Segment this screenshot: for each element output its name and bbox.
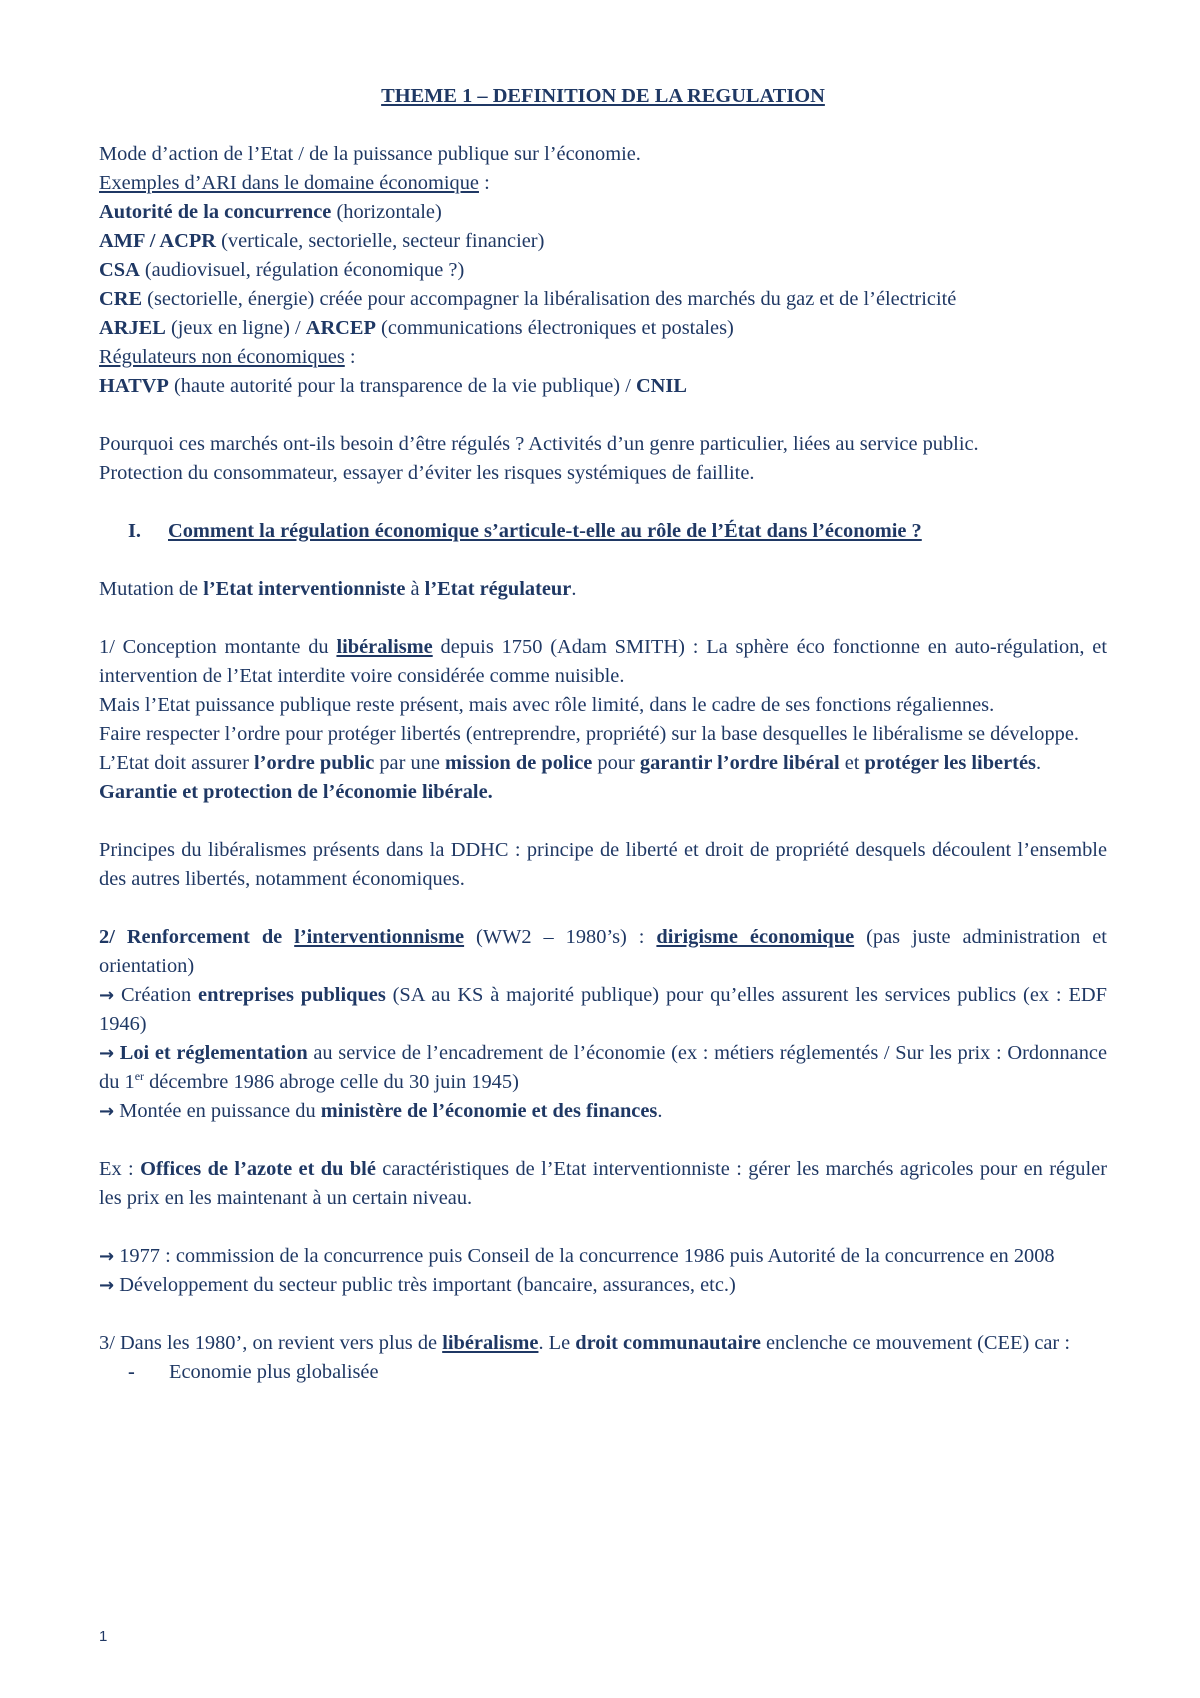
example-cre: CRE (sectorielle, énergie) créée pour accompagner la libéralisation des marchés du gaz et de l’électricité xyxy=(99,288,957,310)
document-title: THEME 1 – DEFINITION DE LA REGULATION xyxy=(381,85,825,107)
part2-public-companies: → Création entreprises publiques (SA au KS à majorité publique) pour qu’elles assurent les services publics (ex : EDF 1946) xyxy=(99,984,1107,1035)
non-economic-label-line: Régulateurs non économiques : xyxy=(99,346,356,368)
example-csa: CSA (audiovisuel, régulation économique ?) xyxy=(99,259,465,281)
arrow-right-icon: → xyxy=(99,1275,115,1296)
public-sector-line: → Développement du secteur public très important (bancaire, assurances, etc.) xyxy=(99,1274,736,1296)
why-paragraph: Pourquoi ces marchés ont-ils besoin d’être régulés ? Activités d’un genre particulier, liées au service public. xyxy=(99,433,979,455)
section-1-heading xyxy=(99,517,1107,546)
page-number: 1 xyxy=(99,1628,108,1645)
example-amf-acpr: AMF / ACPR (verticale, sectorielle, secteur financier) xyxy=(99,230,545,252)
mutation-line: Mutation de l’Etat interventionniste à l’Etat régulateur. xyxy=(99,578,577,600)
part1-order: Faire respecter l’ordre pour protéger libertés (entreprendre, propriété) sur la base desquelles le libéralisme se développe. xyxy=(99,723,1080,745)
part1-conclusion: Garantie et protection de l’économie libérale. xyxy=(99,781,493,803)
examples-label: Exemples d’ARI dans le domaine économique xyxy=(99,172,479,194)
example-autorite: Autorité de la concurrence (horizontale) xyxy=(99,201,442,223)
arrow-right-icon: → xyxy=(99,1246,115,1267)
part1-police: L’Etat doit assurer l’ordre public par une mission de police pour garantir l’ordre libéral et protéger les libertés. xyxy=(99,752,1042,774)
example-hatvp-cnil: HATVP (haute autorité pour la transparence de la vie publique) / CNIL xyxy=(99,375,687,397)
list-item xyxy=(99,1358,1107,1387)
part3-heading: 3/ Dans les 1980’, on revient vers plus de libéralisme. Le droit communautaire enclenche ce mouvement (CEE) car : xyxy=(99,1332,1070,1354)
part2-law: → Loi et réglementation au service de l’encadrement de l’économie (ex : métiers réglementés / Sur les prix : Ordonnance du 1er décembre 1986 abroge celle du 30 juin 1945) xyxy=(99,1042,1107,1093)
commission-line: → 1977 : commission de la concurrence puis Conseil de la concurrence 1986 puis Autorité de la concurrence en 2008 xyxy=(99,1245,1055,1267)
part2-heading: 2/ Renforcement de l’interventionnisme (WW2 – 1980’s) : dirigisme économique (pas juste administration et orientation) xyxy=(99,926,1107,977)
ddhc-paragraph: Principes du libéralismes présents dans la DDHC : principe de liberté et droit de propriété desquels découlent l’ensemble des autres libertés, notamment économiques. xyxy=(99,839,1107,890)
arrow-right-icon: → xyxy=(99,1043,115,1064)
bullet-text: Economie plus globalisée xyxy=(169,1361,379,1383)
arrow-right-icon: → xyxy=(99,1101,115,1122)
examples-label-line: Exemples d’ARI dans le domaine économique : xyxy=(99,172,490,194)
section-number: I. xyxy=(128,520,142,542)
section-title: Comment la régulation économique s’articule-t-elle au rôle de l’État dans l’économie ? xyxy=(168,520,922,542)
example-arjel-arcep: ARJEL (jeux en ligne) / ARCEP (communications électroniques et postales) xyxy=(99,317,734,339)
offices-example: Ex : Offices de l’azote et du blé caractéristiques de l’Etat interventionniste : gérer les marchés agricoles pour en réguler les prix en les maintenant à un certain niveau. xyxy=(99,1158,1107,1209)
part1-state-role: Mais l’Etat puissance publique reste présent, mais avec rôle limité, dans le cadre de ses fonctions régaliennes. xyxy=(99,694,995,716)
part1-intro: 1/ Conception montante du libéralisme depuis 1750 (Adam SMITH) : La sphère éco fonctionne en auto-régulation, et intervention de l’Etat interdite voire considérée comme nuisible. xyxy=(99,636,1107,687)
bullet-dash: - xyxy=(128,1361,135,1383)
intro-definition: Mode d’action de l’Etat / de la puissance publique sur l’économie. xyxy=(99,143,641,165)
protection-paragraph: Protection du consommateur, essayer d’éviter les risques systémiques de faillite. xyxy=(99,462,755,484)
arrow-right-icon: → xyxy=(99,985,115,1006)
part2-ministry: → Montée en puissance du ministère de l’économie et des finances. xyxy=(99,1100,663,1122)
